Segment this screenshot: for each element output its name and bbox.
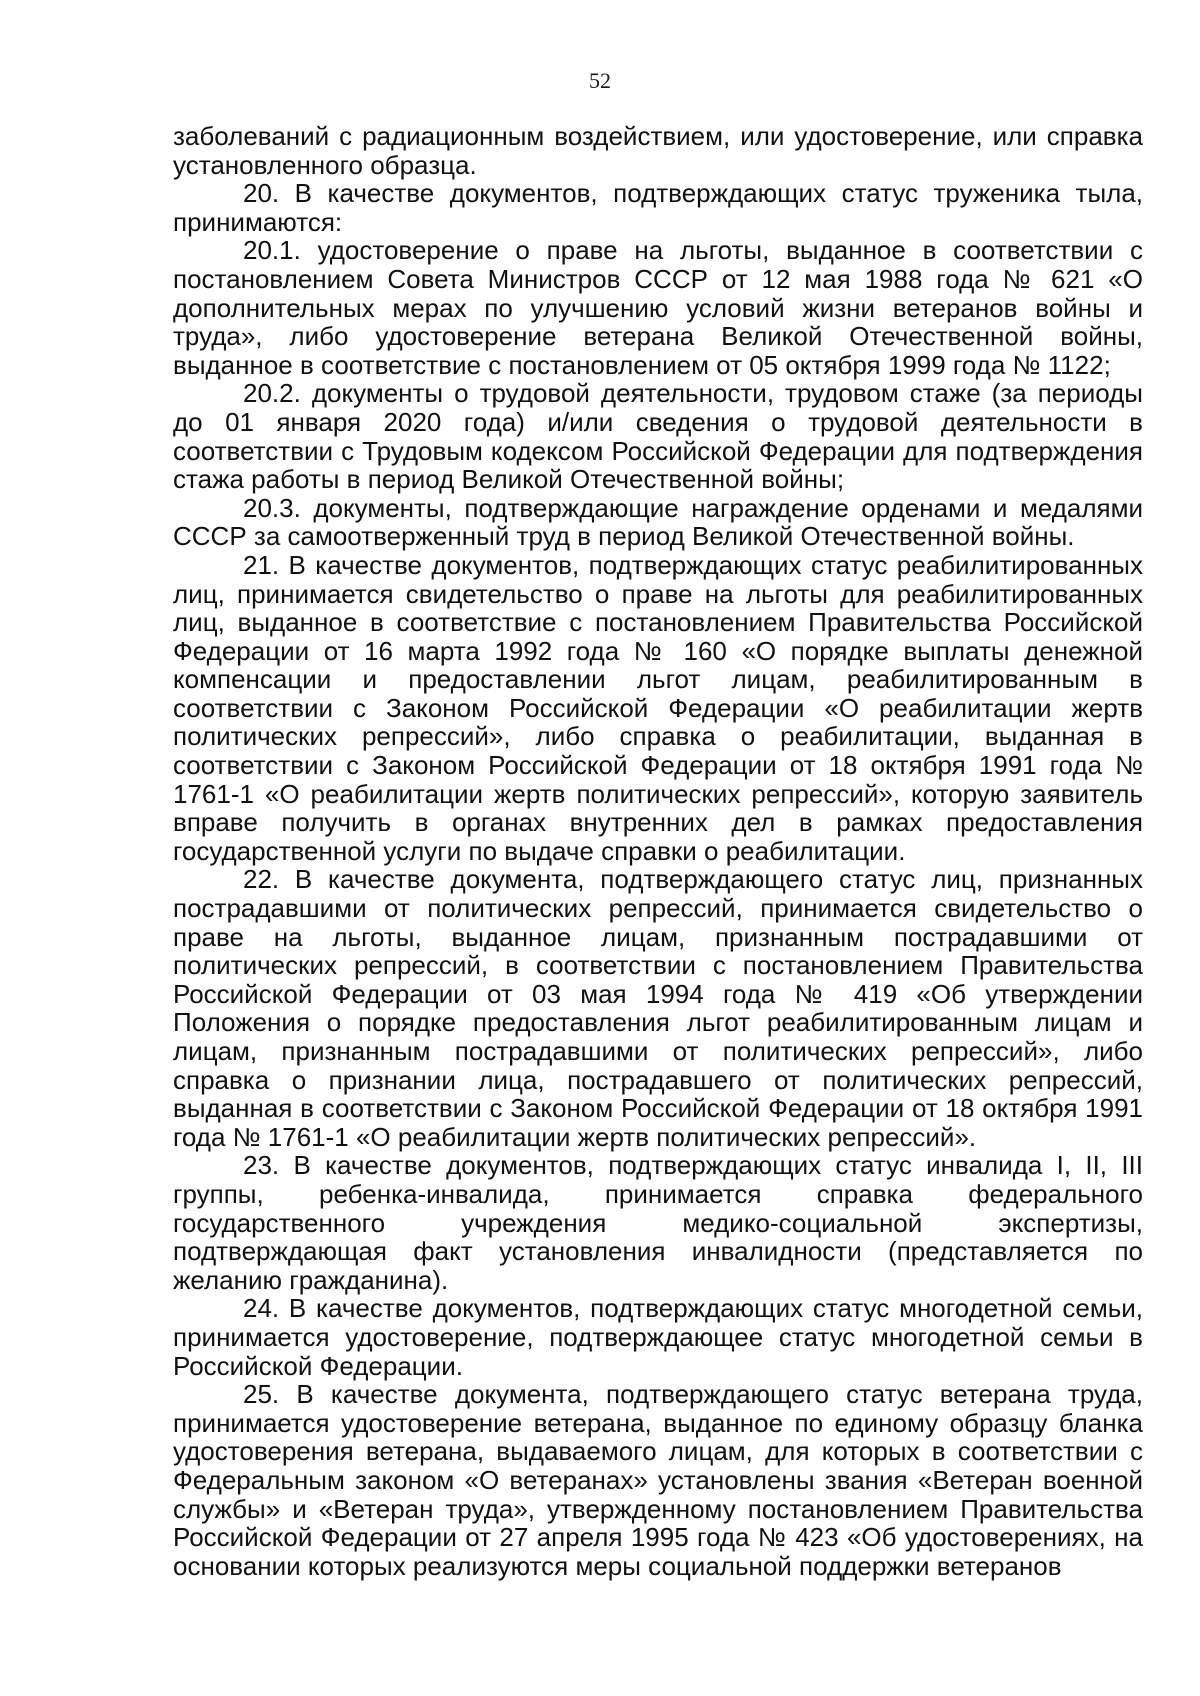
paragraph-20-2: 20.2. документы о трудовой деятельности, трудовом стаже (за периоды до 01 января 2020 года) и/или сведения о трудовой деятельности в соответствии с Трудовым кодексом Российской Федерации для подтверждения стажа работы в период Великой Отечественной войны;	[173, 378, 1143, 495]
paragraph-22: 22. В качестве документа, подтверждающего статус лиц, признанных пострадавшими от политических репрессий, принимается свидетельство о праве на льготы, выданное лицам, признанным пострадавшими от политических репрессий, в соответствии с постановлением Правительства Российской Федерации от 03 мая 1994 года № 419 «Об утверждении Положения о порядке предоставления льгот реабилитированным лицам и лицам, признанным пострадавшими от политических репрессий», либо справка о признании лица, пострадавшего от политических репрессий, выданная в соответствии с Законом Российской Федерации от 18 октября 1991 года № 1761-1 «О реабилитации жертв политических репрессий».	[173, 864, 1143, 1152]
paragraph-23: 23. В качестве документов, подтверждающих статус инвалида I, II, III группы, ребенка-инвалида, принимается справка федерального государственного учреждения медико-социальной экспертизы, подтверждающая факт установления инвалидности (представляется по желанию гражданина).	[173, 1150, 1143, 1295]
page-number: 52	[589, 68, 611, 93]
paragraph-25: 25. В качестве документа, подтверждающего статус ветерана труда, принимается удостоверение ветерана, выданное по единому образцу бланка удостоверения ветерана, выдаваемого лицам, для которых в соответствии с Федеральным законом «О ветеранах» установлены звания «Ветеран военной службы» и «Ветеран труда», утвержденному постановлением Правительства Российской Федерации от 27 апреля 1995 года № 423 «Об удостоверениях, на основании которых реализуются меры социальной поддержки ветеранов	[173, 1379, 1143, 1581]
document-body	[173, 122, 1143, 1580]
paragraph-24: 24. В качестве документов, подтверждающих статус многодетной семьи, принимается удостоверение, подтверждающее статус многодетной семьи в Российской Федерации.	[173, 1293, 1143, 1381]
paragraph-20-3: 20.3. документы, подтверждающие награждение орденами и медалями СССР за самоотверженный труд в период Великой Отечественной войны.	[173, 492, 1143, 552]
paragraph-21: 21. В качестве документов, подтверждающих статус реабилитированных лиц, принимается свидетельство о праве на льготы для реабилитированных лиц, выданное в соответствие с постановлением Правительства Российской Федерации от 16 марта 1992 года № 160 «О порядке выплаты денежной компенсации и предоставлении льгот лицам, реабилитированным в соответствии с Законом Российской Федерации «О реабилитации жертв политических репрессий», либо справка о реабилитации, выданная в соответствии с Законом Российской Федерации от 18 октября 1991 года № 1761-1 «О реабилитации жертв политических репрессий», которую заявитель вправе получить в органах внутренних дел в рамках предоставления государственной услуги по выдаче справки о реабилитации.	[173, 549, 1143, 866]
paragraph-20: 20. В качестве документов, подтверждающих статус труженика тыла, принимаются:	[173, 178, 1143, 237]
paragraph-continuation: заболеваний с радиационным воздействием, или удостоверение, или справка установленного образца.	[173, 121, 1143, 180]
paragraph-20-1: 20.1. удостоверение о праве на льготы, выданное в соответствии с постановлением Совета Министров СССР от 12 мая 1988 года № 621 «О дополнительных мерах по улучшению условий жизни ветеранов войны и труда», либо удостоверение ветерана Великой Отечественной войны, выданное в соответствие с постановлением от 05 октября 1999 года № 1122;	[173, 235, 1143, 380]
